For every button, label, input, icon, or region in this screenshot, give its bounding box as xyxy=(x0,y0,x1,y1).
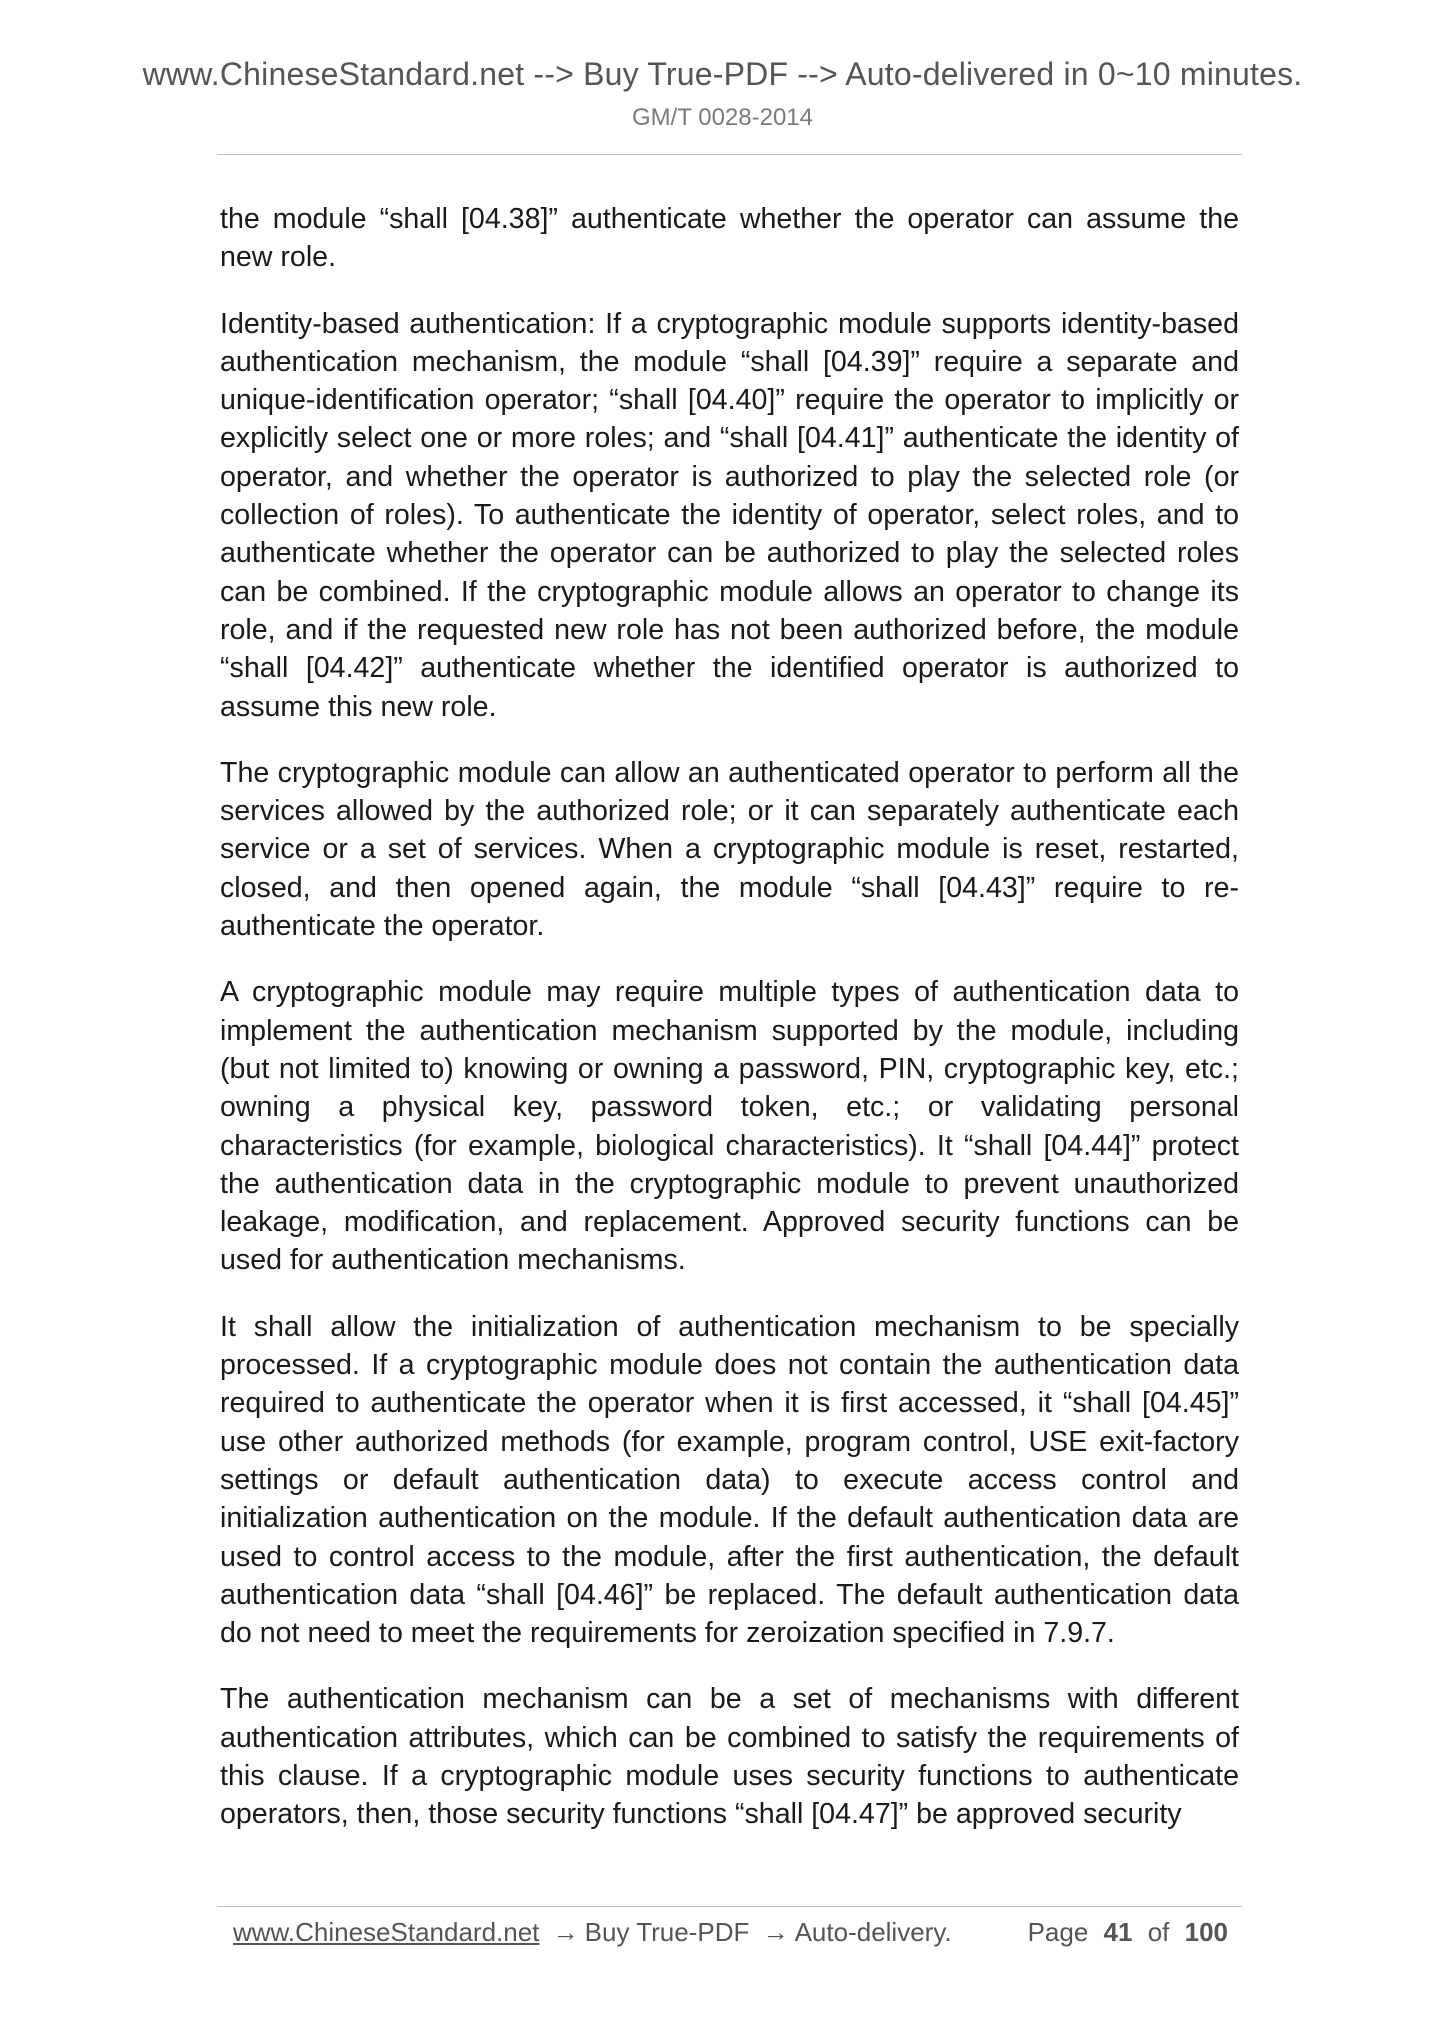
page-footer xyxy=(233,1917,1228,1948)
paragraph-3: The cryptographic module can allow an authenticated operator to perform all the services allowed by the authorized role; or it can separately authenticate each service or a set of services. When a cryptographic module is reset, restarted, closed, and then opened again, the module “shall [04.43]” require to re-authenticate the operator. xyxy=(220,756,1239,943)
document-body xyxy=(220,200,1239,1862)
footer-site-link[interactable]: www.ChineseStandard.net xyxy=(233,1917,540,1947)
page-number: 41 xyxy=(1103,1917,1133,1947)
of-label: of xyxy=(1147,1917,1170,1947)
arrow-right-icon: → xyxy=(552,1917,579,1947)
page-total: 100 xyxy=(1184,1917,1228,1947)
page-label: Page xyxy=(1027,1917,1089,1947)
page-indicator xyxy=(1028,1917,1228,1948)
paragraph-2: Identity-based authentication: If a cryptographic module supports identity-based authentication mechanism, the module “shall [04.39]” require a separate and unique-identification operator; “shall [04.40]” require the operator to implicitly or explicitly select one or more roles; and “shall [04.41]” authenticate the identity of operator, and whether the operator is authorized to play the selected role (or collection of roles). To authenticate the identity of operator, select roles, and to authenticate whether the operator can be authorized to play the selected roles can be combined. If the cryptographic module allows an operator to change its role, and if the requested new role has not been authorized before, the module “shall [04.42]” authenticate whether the identified operator is authorized to assume this new role. xyxy=(220,307,1239,723)
standard-code: GM/T 0028-2014 xyxy=(632,104,813,131)
paragraph-6: The authentication mechanism can be a set of mechanisms with different authentication attributes, which can be combined to satisfy the requirements of this clause. If a cryptographic module uses security functions to authenticate operators, then, those security functions “shall [04.47]” be approved security xyxy=(220,1683,1239,1831)
footer-delivery-text: Auto-delivery. xyxy=(794,1917,952,1947)
paragraph-4: A cryptographic module may require multiple types of authentication data to implement the authentication mechanism supported by the module, including (but not limited to) knowing or owning a password, PIN, cryptographic key, etc.; owning a physical key, password token, etc.; or validating personal characteristics (for example, biological characteristics). It “shall [04.44]” protect the authentication data in the cryptographic module to prevent unauthorized leakage, modification, and replacement. Approved security functions can be used for authentication mechanisms. xyxy=(220,976,1239,1277)
footer-buy-text: Buy True-PDF xyxy=(584,1917,750,1947)
paragraph-1: the module “shall [04.38]” authenticate whether the operator can assume the new role. xyxy=(220,203,1239,274)
footer-promo xyxy=(233,1917,952,1948)
header-divider xyxy=(217,154,1242,155)
header-banner: www.ChineseStandard.net --> Buy True-PDF --> Auto-delivered in 0~10 minutes. xyxy=(142,56,1303,92)
footer-divider xyxy=(217,1906,1242,1907)
arrow-right-icon: → xyxy=(762,1917,789,1947)
paragraph-5: It shall allow the initialization of authentication mechanism to be specially processed. If a cryptographic module does not contain the authentication data required to authenticate the operator when it is first accessed, it “shall [04.45]” use other authorized methods (for example, program control, USE exit-factory settings or default authentication data) to execute access control and initialization authentication on the module. If the default authentication data are used to control access to the module, after the first authentication, the default authentication data “shall [04.46]” be replaced. The default authentication data do not need to meet the requirements for zeroization specified in 7.9.7. xyxy=(220,1310,1239,1650)
